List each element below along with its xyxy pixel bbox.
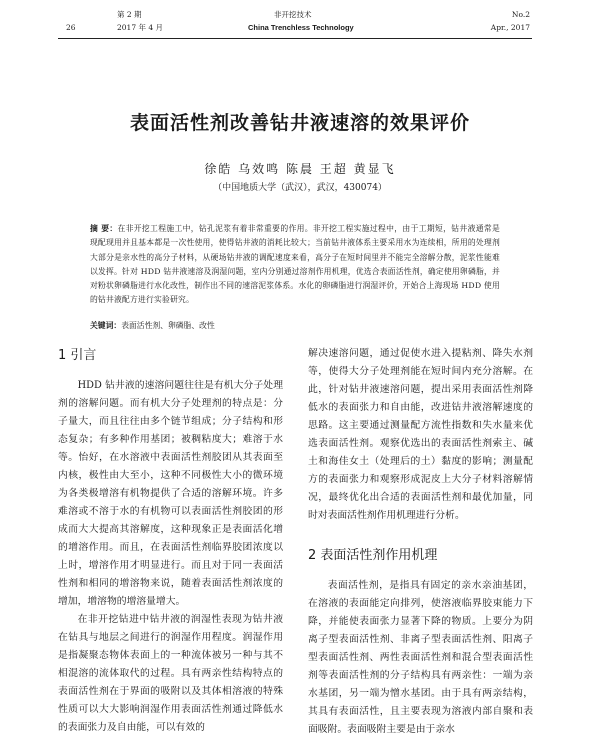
authors: 徐皓 乌效鸣 陈晨 王超 黄显飞 <box>204 162 396 176</box>
issue-volume: 第 2 期 <box>117 10 142 19</box>
page-number: 26 <box>66 23 76 32</box>
abstract <box>90 222 500 308</box>
left-column <box>58 345 283 737</box>
abstract-text: 在非开挖工程施工中，钻孔泥浆有着非常重要的作用。非开挖工程实施过程中，由于工期短，钻井液通常是现配现用并且基本都是一次性使用，使得钻井液的消耗比较大；当前钻井液体系主要采用水为连续相，所用的处理剂大部分是亲水性的高分子材料，从硬场钻井液的调配速度来看，高分子在短时间里并不能完全溶解分散，泥浆性能难以发挥。针对 HDD 钻井液速溶及润湿问题，室内分别通过溶剂作用机理，优选合表面活性剂，确定使用卵磷脂，并对粉状卵磷脂进行水化改性，制作出不同的速溶泥浆体系。水化的卵磷脂进行润湿评价，开始合上海现场 HDD 使用的钻井液配方进行实验研究。 <box>90 224 500 305</box>
header-rule <box>58 38 532 39</box>
page-header <box>58 8 532 42</box>
paragraph: HDD 钻井液的速溶问题往往是有机大分子处理剂的溶解问题。而有机大分子处理剂的特点是：分子量大，而且往往由多个链节组成；分子结构和形态复杂；有多种作用基团；被稠粘度大；难溶于水等。怡好，在水溶液中表面活性剂胶团从其表面至内核，极性由大至小，这种不同极性大小的微环境为各类极增溶有机物提供了合适的溶解环境。许多难溶或不溶于水的有机物可以表面活性剂胶团的形成而大大提高其溶解度，这种现象正是表面活化增的增溶作用。而且，在表面活性剂临界胶团浓度以上时，增溶作用才明显进行。而且对于同一表面活性剂和相同的增溶物来说，随着表面活性剂浓度的增加，增溶物的增溶量增大。 <box>58 380 283 607</box>
right-column <box>308 345 533 739</box>
date-zh: 2017 年 4 月 <box>117 23 164 32</box>
paragraph: 在非开挖钻进中钻井液的润湿性表现为钻井液在钻具与地层之间进行的润湿作用程度。润湿作用是指凝聚态物体表面上的一种流体被另一种与其不相混溶的流体取代的过程。具有两亲性结构特点的表面活性剂在于界面的吸附以及其体相溶液的特殊性质可以大大影响润湿作用表面活性剂通过降低水的表面张力及自由能，可以有效的 <box>58 614 283 733</box>
paragraph: 解决速溶问题，通过促使水进入提粘剂、降失水剂等，使得大分子处理剂能在短时间内充分溶解。在此，针对钻井液速溶问题，提出采用表面活性剂降低水的表面张力和自由能，改进钻井液溶解速度的思路。这主要通过测量配方流性指数和失水量来优选表面活性剂。观察优选出的表面活性剂索主、碱土和海佳女土（处理后的土）黏度的影响；测量配方的表面张力和观察形成泥皮上大分子材料溶解情况，最终优化出合适的表面活性剂和最优加量，同时对表面活性剂作用机理进行分析。 <box>308 348 533 521</box>
journal-name-zh: 非开挖技术 <box>274 10 312 19</box>
keywords-text: 表面活性剂、卵磷脂、改性 <box>121 321 215 330</box>
section-1-heading: 1 引言 <box>58 348 97 363</box>
keywords <box>90 319 500 332</box>
keywords-label: 关键词： <box>90 321 122 330</box>
section-2-heading: 2 表面活性剂作用机理 <box>308 548 438 563</box>
issue-number: No.2 <box>511 10 530 19</box>
date-en: Apr., 2017 <box>490 23 530 32</box>
journal-name-en: China Trenchless Technology <box>248 23 354 32</box>
affiliation: （中国地质大学（武汉），武汉，430074） <box>213 183 387 193</box>
article-title: 表面活性剂改善钻井液速溶的效果评价 <box>129 112 470 134</box>
abstract-label: 摘 要： <box>90 224 118 233</box>
paragraph: 表面活性剂，是指具有固定的亲水亲油基团，在溶液的表面能定向排列，使溶液临界胶束能力下降，并能使表面张力显著下降的物质。上要分为阴离子型表面活性剂、非离子型表面活性剂、阳离子型表面活性剂、两性表面活性剂和混合型表面活性剂等表面活性剂的分子结构具有两亲性：一端为亲水基团，另一端为憎水基团。由于具有两亲结构，其具有表面活性，且主要表现为溶液内部自聚和表面吸附。表面吸附主要是由于亲水 <box>308 580 533 735</box>
